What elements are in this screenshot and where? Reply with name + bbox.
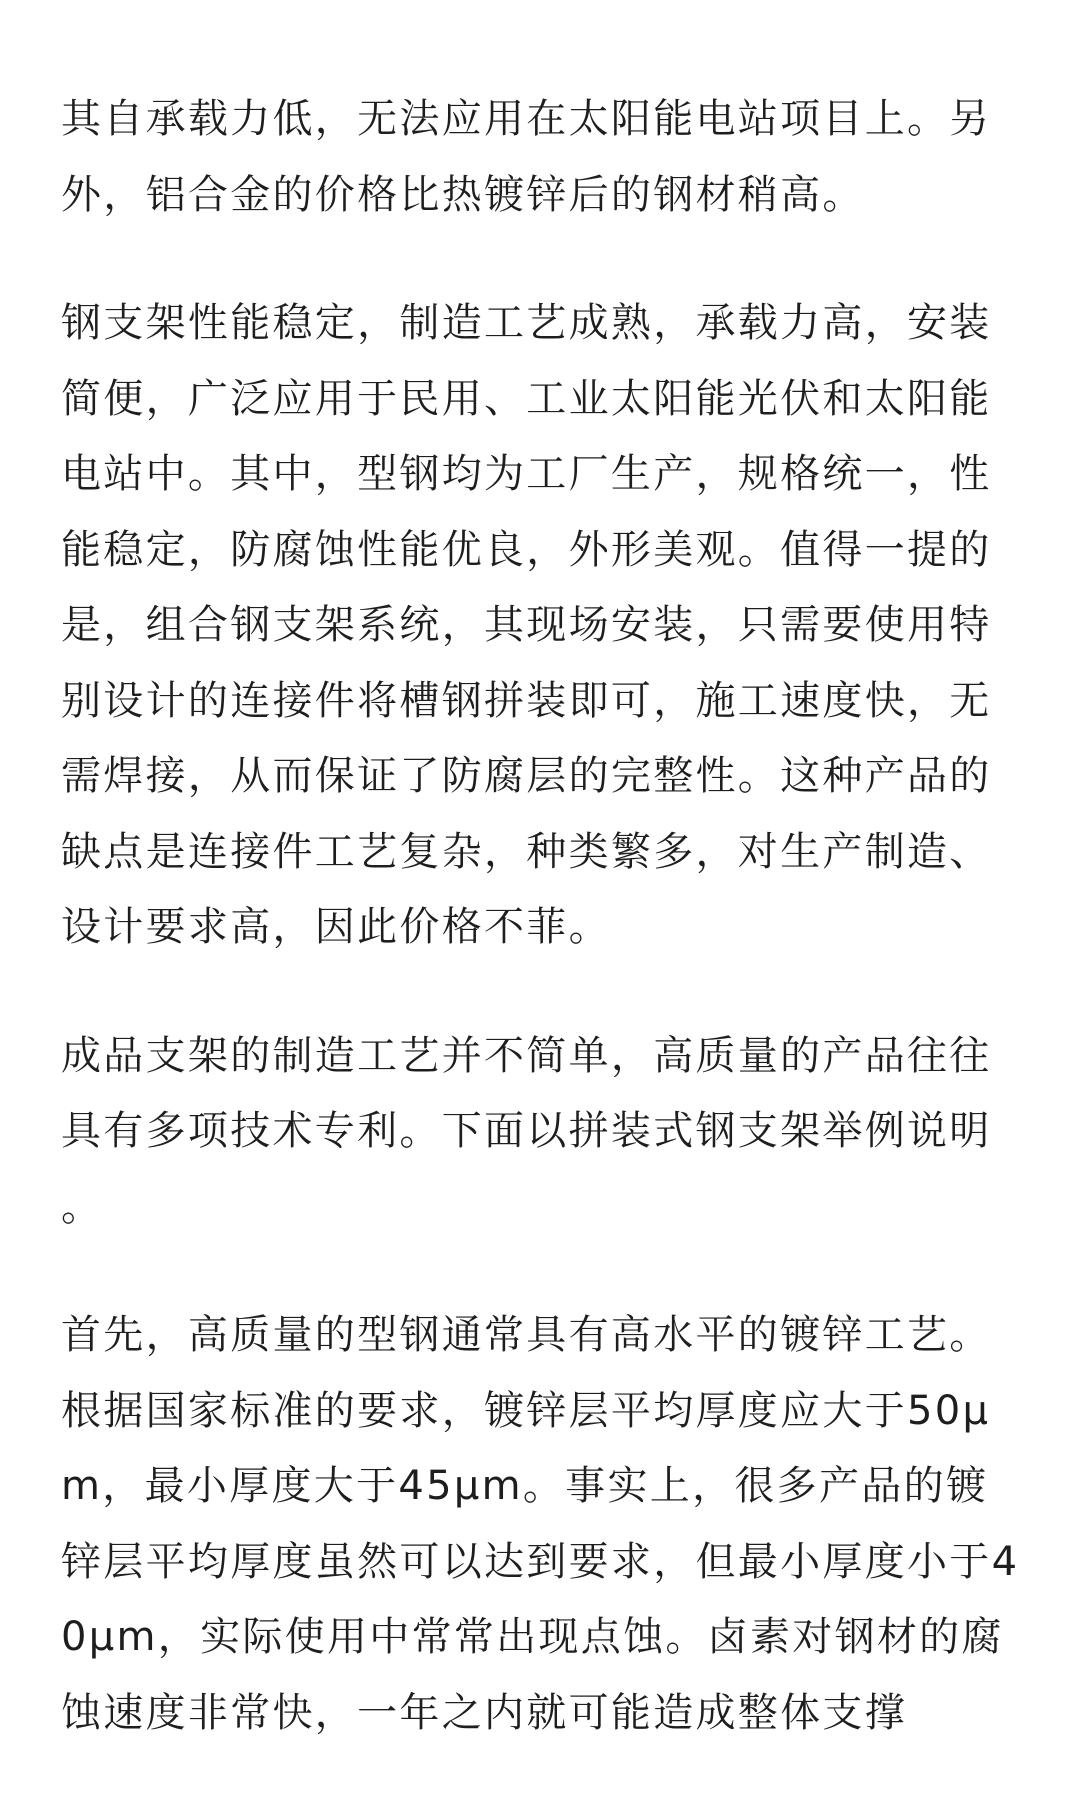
article-body bbox=[61, 82, 1021, 1751]
paragraph-galvanizing: 首先，高质量的型钢通常具有高水平的镀锌工艺。根据国家标准的要求，镀锌层平均厚度应大于50μm，最小厚度大于45μm。事实上，很多产品的镀锌层平均厚度虽然可以达到要求，但最小厚度小于40μm，实际使用中常常出现点蚀。卤素对钢材的腐蚀速度非常快，一年之内就可能造成整体支撑 bbox=[61, 1312, 1020, 1736]
paragraph-steel-bracket: 钢支架性能稳定，制造工艺成熟，承载力高，安装简便，广泛应用于民用、工业太阳能光伏和太阳能电站中。其中，型钢均为工厂生产，规格统一，性能稳定，防腐蚀性能优良，外形美观。值得一提的是，组合钢支架系统，其现场安装，只需要使用特别设计的连接件将槽钢拼装即可，施工速度快，无需焊接，从而保证了防腐层的完整性。这种产品的缺点是连接件工艺复杂，种类繁多，对生产制造、设计要求高，因此价格不菲。 bbox=[61, 300, 992, 950]
paragraph-aluminum-drawback: 其自承载力低，无法应用在太阳能电站项目上。另外，铝合金的价格比热镀锌后的钢材稍高。 bbox=[61, 96, 992, 218]
paragraph-manufacturing-process: 成品支架的制造工艺并不简单，高质量的产品往往具有多项技术专利。下面以拼装式钢支架举例说明。 bbox=[61, 1032, 992, 1230]
